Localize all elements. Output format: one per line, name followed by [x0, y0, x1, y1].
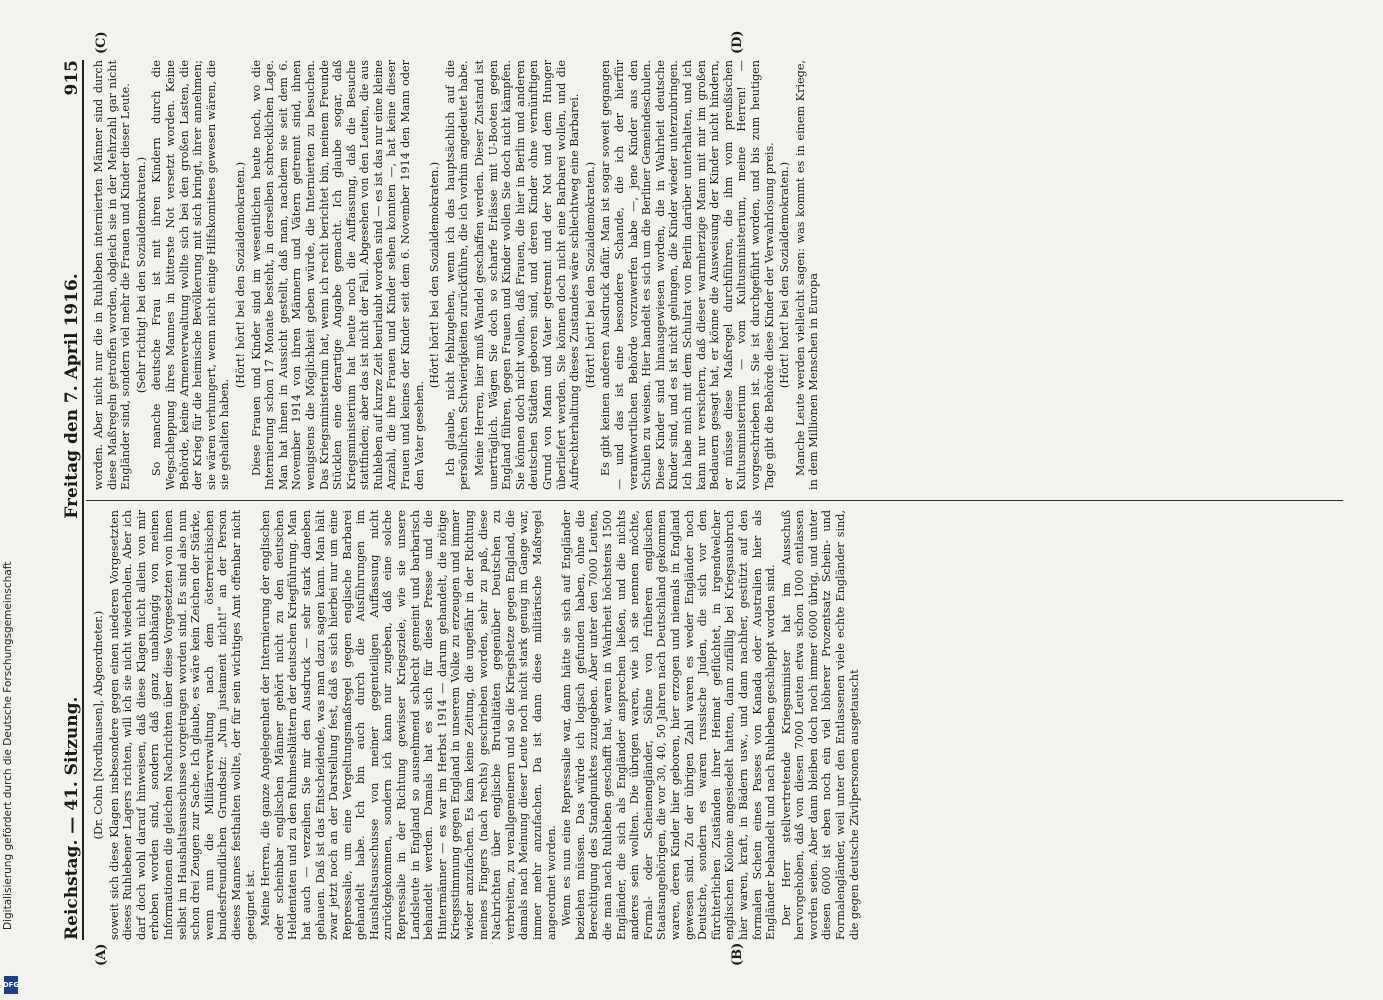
paragraph: Wenn es nun eine Repressalie war, dann hätte sie sich auf Engländer beziehen müssen. Das würde ich logisch gefunden haben, ohne die Berechtigung des Standpunktes zuzugeben. Aber unter den 7000 Leuten, die man nach Ruhleben geschafft hat, waren in Wahrheit höchstens 1500 Engländer, die sich als Engländer ansprechen ließen, und die nichts anderes sein wollten. Die übrigen waren, wie ich sie nennen möchte, Formal- oder Scheinengländer, Söhne von früheren englischen Staatsangehörigen, die vor 30, 40, 50 Jahren nach Deutschland gekommen waren, deren Kinder hier geboren, hier erzogen und niemals in England gewesen sind. Zu der übrigen Zahl waren es weder Engländer noch Deutsche, sondern es waren russische Juden, die sich vor den fürchterlichen Zuständen ihrer Heimat geflüchtet, in irgendwelcher englischen Kolonie angesiedelt hatten, dann zufällig bei Kriegsausbruch hier waren, kraft, in Bädern usw., und dann nachher, gestützt auf den formalen Schein eines Passes von Kanada oder Australien hier als Engländer behandelt und nach Ruhleben geschleppt worden sind.	[560, 510, 778, 940]
right-column	[92, 60, 1341, 490]
header-session: Reichstag. — 41. Sitzung.	[62, 696, 82, 940]
speaker-label: (Dr. Cohn [Nordhausen], Abgeordneter.)	[92, 610, 105, 840]
paragraph: Manche Leute werden vielleicht sagen: was kommt es in einem Kriege, in dem Millionen Menschen in Europa	[793, 60, 821, 490]
paragraph: Meine Herren, die ganze Angelegenheit der Internierung der englischen oder scheinbar englischen Männer gehört nicht zu den deutschen Heldentaten und zu den Ruhmesblättern der deutschen Kriegführung. Man hat auch — verzeihen Sie mir den Ausdruck — sehr stark daneben gehauen. Daß ist das Entscheidende, was man dazu sagen kann. Man hält zwar jetzt noch an der Darstellung fest, daß es sich hierbei nur um eine Repressalie, um eine Vergeltungsmaßregel gegen englische Barbarei gehandelt habe. Ich bin auch durch die Ausführungen im Haushaltsausschusse von meiner gegenteiligen Auffassung nicht zurückgekommen, sondern ich kann nur zugeben, daß eine solche Repressalie in der Richtung gewisser Kriegsziele, wie sie unsere Landsleute in England so ausnehmend schlecht gemeint und barbarisch behandelt werden. Damals hat es sich für diese Presse und die Hintermänner — es war im Herbst 1914 — darum gehandelt, die nötige Kriegsstimmung gegen England in unserem Volke zu erzeugen und immer wieder anzufachen. Es kam keine Zeitung, die ungefähr in der Richtung meines Fingers (nach rechts) geschrieben worden, sehr zu paß, diese Nachrichten über englische Brutalitäten gegenüber Deutschen zu verbreiten, zu verallgemeinern und so die Kriegshetze gegen England, die damals nach Meinung dieser Leute noch nicht stark genug im Gange war, immer mehr anzufachen. Da ist dann diese militärische Maßregel angeordnet worden.	[259, 510, 558, 940]
paragraph: Der Herr stellvertretende Kriegsminister hat im Ausschuß hervorgehoben, daß von diesen 7000 Leuten etwa schon 1000 entlassen worden seien. Aber dann bleiben doch noch immer 6000 übrig, und unter diesen 6000 ist eben noch ein viel höherer Prozentsatz Schein- und Formalengländer, weil unter den Entlassenen viele echte Engländer sind, die gegen deutsche Zivilpersonen ausgetauscht	[779, 510, 861, 940]
interjection: (Hört! hört! bei den Sozialdemokraten.)	[583, 161, 597, 389]
paragraph: soweit sich diese Klagen insbesondere gegen einen niederen Vorgesetzten dieses Ruhlebener Lagers richten, will ich sie nicht wiederholen. Aber ich darf doch wohl darauf hinweisen, daß diese Klagen nicht allein von mir erhoben worden sind, sondern daß ganz unabhängig von meinen Informationen die gleichen Nachrichten über diese Vorgesetzten von ihnen selbst im Haushaltsausschusse vorgetragen worden sind. Es sind also nun schon drei Zeugen zur Sache. Ich glaube, es wäre kein Zeichen der Stärke, wenn nun die Militärverwaltung nach dem österreichischen bundesfreundlichen Grundsatz: „Nun justament nicht!“ an der Person dieses Mannes festhalten wollte, der für sein wichtiges Amt offenbar nicht geeignet ist.	[107, 510, 257, 940]
column-divider	[86, 500, 1343, 501]
digitization-sidebar	[0, 0, 22, 1000]
interjection: (Hört! hört! bei den Sozialdemokraten.)	[778, 161, 792, 389]
dfg-credit-text: Digitalisierung gefördert durch die Deutsche Forschungsgemeinschaft	[2, 561, 14, 930]
rotated-page	[30, 20, 1353, 980]
margin-mark-c: (C)	[94, 31, 109, 54]
paragraph: Meine Herren, hier muß Wandel geschaffen werden. Dieser Zustand ist unerträglich. Wägen Sie doch so scharfe Erlässe mit U-Booten gegen England führen, gegen Frauen und Kinder wollen Sie doch nicht kämpfen. Sie können doch nicht wollen, daß Frauen, die hier in Berlin und anderen deutschen Städten geboren sind, und deren Kinder ohne vernünftigen Grund von Mann und Vater getrennt und der Not und dem Hunger überliefert werden. Sie können doch nicht eine Barbarei wollen, und die Aufrechterhaltung dieses Zustandes wäre schlechtweg eine Barbarei.	[473, 60, 582, 490]
paragraph: Diese Frauen und Kinder sind im wesentlichen heute noch, wo die Internierung schon 17 Monate besteht, in derselben schrecklichen Lage. Man hat ihnen in Aussicht gestellt, daß man, nachdem sie seit dem 6. November 1914 von ihren Männern und Vätern getrennt sind, ihnen wenigstens die Möglichkeit geben würde, die Internierten zu besuchen. Das Kriegsministerium hat, wenn ich recht berichtet bin, meinem Freunde Stücklen eine derartige Angabe gemacht. Ich glaube sogar, daß Kriegsministerium hat heute noch die Auffassung, daß die Besuche stattfinden; aber das ist nicht der Fall. Abgesehen von den Leuten, die aus Ruhleben auf kurze Zeit beurlaubt worden sind — es ist das nur eine kleine Anzahl, die ihre Frauen und Kinder sehen konnten —, hat keine dieser Frauen und keines der Kinder seit dem 6. November 1914 den Mann oder den Vater gesehen.	[249, 60, 426, 490]
margin-mark-b: (B)	[730, 942, 745, 966]
dfg-logo-icon: DFG	[4, 976, 18, 994]
left-column	[92, 510, 1341, 940]
header-date: Freitag den 7. April 1916.	[62, 273, 82, 519]
margin-mark-a: (A)	[94, 943, 109, 966]
interjection: (Hört! hört! bei den Sozialdemokraten.)	[233, 161, 247, 389]
document-page	[30, 20, 1353, 980]
page-number: 915	[62, 60, 82, 96]
paragraph: worden. Aber nicht nur die in Ruhleben internierten Männer sind durch diese Maßregeln getroffen worden, obgleich sie in der Mehrzahl gar nicht Engländer sind, sondern viel mehr die Frauen und Kinder dieser Leute.	[92, 60, 133, 490]
margin-mark-d: (D)	[730, 30, 745, 54]
interjection: (Sehr richtig! bei den Sozialdemokraten.)	[134, 156, 148, 394]
newspaper-sheet	[30, 20, 1353, 980]
paragraph: So manche deutsche Frau ist mit ihren Kindern durch die Wegschleppung ihres Mannes in bitterste Not versetzt worden. Keine Behörde, keine Armenverwaltung wollte sich bei den großen Lasten, die der Krieg für die heimische Bevölkerung mit sich bringt, ihrer annehmen; sie wären verhungert, wenn nicht einige Hilfskomitees gewesen wären, die sie gehalten haben.	[150, 60, 232, 490]
interjection: (Hört! hört! bei den Sozialdemokraten.)	[428, 161, 442, 389]
paragraph: Ich glaube, nicht fehlzugehen, wenn ich das hauptsächlich auf die persönlichen Schwierigkeiten zurückführe, die ich vorhin angedeutet habe.	[443, 60, 471, 490]
paragraph: Es gibt keinen anderen Ausdruck dafür. Man ist sogar soweit gegangen — und das ist eine besondere Schande, die ich der hierfür verantwortlichen Behörde vorzuwerfen habe —, jene Kinder aus den Schulen zu weisen. Hier handelt es sich um die Berliner Gemeindeschulen. Diese Kinder sind hinausgewiesen worden, die in Wahrheit deutsche Kinder sind, und es ist nicht gelungen, die Kinder wieder unterzubringen. Ich habe mich mit dem Schulrat von Berlin darüber unterhalten, und ich kann nur versichern, daß dieser warmherzige Mann mit mir im großen Bedauern gesagt hat, er könne die Ausweisung der Kinder nicht hindern, er müsse diese Maßregel durchführen, die ihm vom preußischen Kultusministerium — vom Kultusministerium, meine Herren! — vorgeschrieben ist. Sie ist durchgeführt worden, und bis zum heutigen Tage gibt die Behörde diese Kinder der Verwahrlosung preis.	[599, 60, 776, 490]
